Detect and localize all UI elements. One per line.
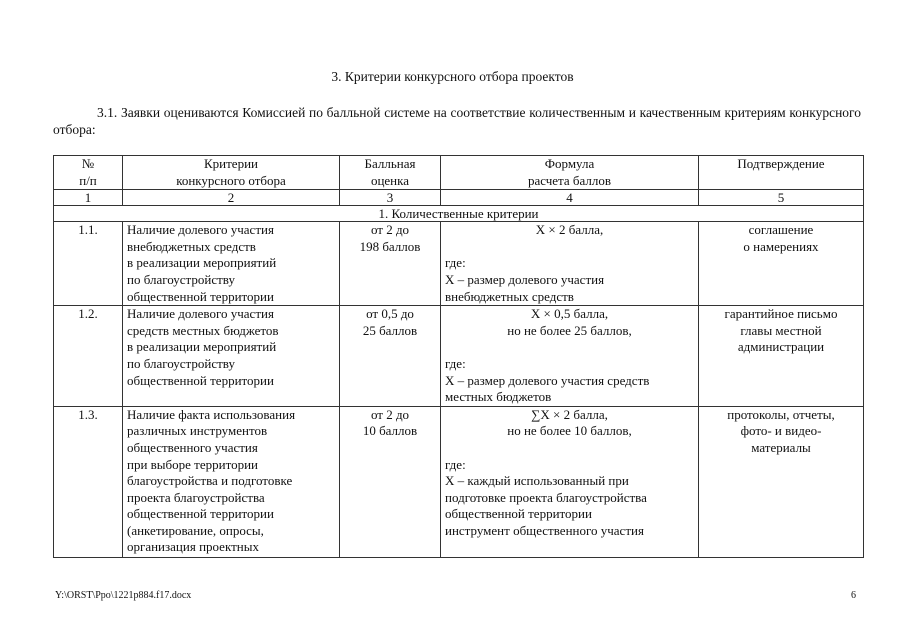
- section-heading: 3. Критерии конкурсного отбора проектов: [331, 69, 574, 84]
- text-line: администрации: [737, 339, 825, 355]
- text-line: организация проектных: [127, 539, 259, 555]
- text-line: Критерии: [204, 156, 258, 171]
- header-formula: [441, 156, 699, 190]
- row-formula: [441, 306, 699, 407]
- criteria-table: [53, 155, 864, 558]
- row-score: [340, 222, 441, 306]
- formula-explanation: [445, 255, 694, 305]
- criteria-clip: [127, 407, 335, 555]
- table-row: [54, 306, 864, 407]
- row-num: 1.2.: [54, 306, 123, 407]
- text-line: (анкетирование, опросы,: [127, 522, 264, 538]
- header-confirm: [699, 156, 864, 190]
- text-line: конкурсного отбора: [176, 172, 286, 188]
- text-line: X × 0,5 балла,: [530, 306, 609, 322]
- table-row: [54, 222, 864, 306]
- text-line: расчета баллов: [527, 172, 612, 188]
- score-clip: [344, 407, 436, 555]
- text-line: протоколы, отчеты,: [727, 406, 835, 422]
- text-line: Наличие долевого участия: [127, 306, 274, 322]
- row-num: 1.1.: [54, 222, 123, 306]
- text-line: внебюджетных средств: [445, 288, 574, 304]
- text-line: главы местной: [740, 322, 822, 338]
- text-line: но не более 25 баллов,: [507, 322, 632, 338]
- row-criteria: [123, 406, 340, 557]
- formula-clip: [445, 407, 694, 555]
- row-criteria: [123, 306, 340, 407]
- row-formula: [441, 406, 699, 557]
- formula-expression: [445, 306, 694, 339]
- text-line: оценка: [370, 172, 410, 188]
- row-criteria: [123, 222, 340, 306]
- col-number: 5: [699, 190, 864, 206]
- text-line: общественного участия: [127, 439, 258, 455]
- formula-expression: [445, 407, 694, 440]
- text-line: общественной территории: [445, 506, 592, 522]
- text-line: где:: [445, 255, 466, 271]
- col-number: 3: [340, 190, 441, 206]
- footer-file-path: Y:\ORST\Ppo\1221p884.f17.docx: [55, 590, 192, 601]
- text-line: Наличие долевого участия: [127, 222, 274, 238]
- section-row: [54, 206, 864, 222]
- text-line: благоустройства и подготовке: [127, 473, 293, 489]
- row-score: [340, 406, 441, 557]
- text-line: общественной территории: [127, 288, 274, 304]
- text-line: различных инструментов: [127, 423, 268, 439]
- text-line: 198 баллов: [359, 238, 421, 254]
- header-num: [54, 156, 123, 190]
- text-line: материалы: [751, 439, 811, 455]
- formula-expression: [445, 222, 694, 239]
- col-number: 4: [441, 190, 699, 206]
- col-number: 2: [123, 190, 340, 206]
- text-line: средств местных бюджетов: [127, 322, 279, 338]
- row-num-text: 1.3.: [78, 406, 98, 422]
- row-confirm: [699, 306, 864, 407]
- text-line: общественной территории: [127, 372, 274, 388]
- text-line: X – размер долевого участия средств: [445, 372, 650, 388]
- row-confirm: [699, 406, 864, 557]
- col-number: 1: [54, 190, 123, 206]
- text-line: фото- и видео-: [740, 423, 822, 439]
- text-line: 10 баллов: [362, 423, 418, 439]
- text-line: 25 баллов: [362, 322, 418, 338]
- text-line: в реализации мероприятий: [127, 339, 277, 355]
- text-line: внебюджетных средств: [127, 238, 256, 254]
- text-line: Наличие факта использования: [127, 406, 296, 422]
- text-line: №: [81, 156, 95, 171]
- text-line: X – каждый использованный при: [445, 473, 629, 489]
- text-line: при выборе территории: [127, 456, 259, 472]
- text-line: в реализации мероприятий: [127, 255, 277, 271]
- text-line: подготовке проекта благоустройства: [445, 489, 647, 505]
- text-line: Подтверждение: [737, 156, 825, 171]
- text-line: от 2 до: [370, 406, 410, 422]
- table-row: [54, 406, 864, 557]
- text-line: но не более 10 баллов,: [507, 423, 632, 439]
- row-confirm: [699, 222, 864, 306]
- formula-explanation: [445, 457, 694, 540]
- row-score: [340, 306, 441, 407]
- text-line: от 0,5 до: [366, 306, 414, 322]
- text-line: Балльная: [364, 156, 416, 171]
- text-line: по благоустройству: [127, 355, 235, 371]
- intro-paragraph: 3.1. Заявки оцениваются Комиссией по балльной системе на соответствие количественным и качественным критериям конкурсного отбора:: [53, 105, 861, 137]
- text-line: по благоустройству: [127, 271, 235, 287]
- text-line: инструмент общественного участия: [445, 522, 644, 538]
- page-number: 6: [851, 590, 856, 601]
- text-line: ∑X × 2 балла,: [531, 406, 608, 422]
- text-line: где:: [445, 355, 466, 371]
- text-line: общественной территории: [127, 506, 274, 522]
- text-line: проекта благоустройства: [127, 489, 265, 505]
- text-line: X – размер долевого участия: [445, 271, 605, 287]
- text-line: о намерениях: [743, 238, 819, 254]
- header-criteria: [123, 156, 340, 190]
- row-num: [54, 406, 123, 557]
- confirm-clip: [703, 407, 859, 555]
- formula-explanation: [445, 356, 694, 406]
- table-header-row: [54, 156, 864, 190]
- row-formula: [441, 222, 699, 306]
- header-score: [340, 156, 441, 190]
- text-line: где:: [445, 456, 466, 472]
- section-title: 1. Количественные критерии: [54, 206, 864, 222]
- text-line: от 2 до: [370, 222, 410, 238]
- text-line: соглашение: [748, 222, 814, 238]
- text-line: X × 2 балла,: [535, 222, 604, 238]
- text-line: местных бюджетов: [445, 389, 552, 405]
- text-line: Формула: [544, 156, 595, 171]
- text-line: гарантийное письмо: [724, 306, 838, 322]
- text-line: п/п: [79, 172, 97, 188]
- column-numbers-row: [54, 190, 864, 206]
